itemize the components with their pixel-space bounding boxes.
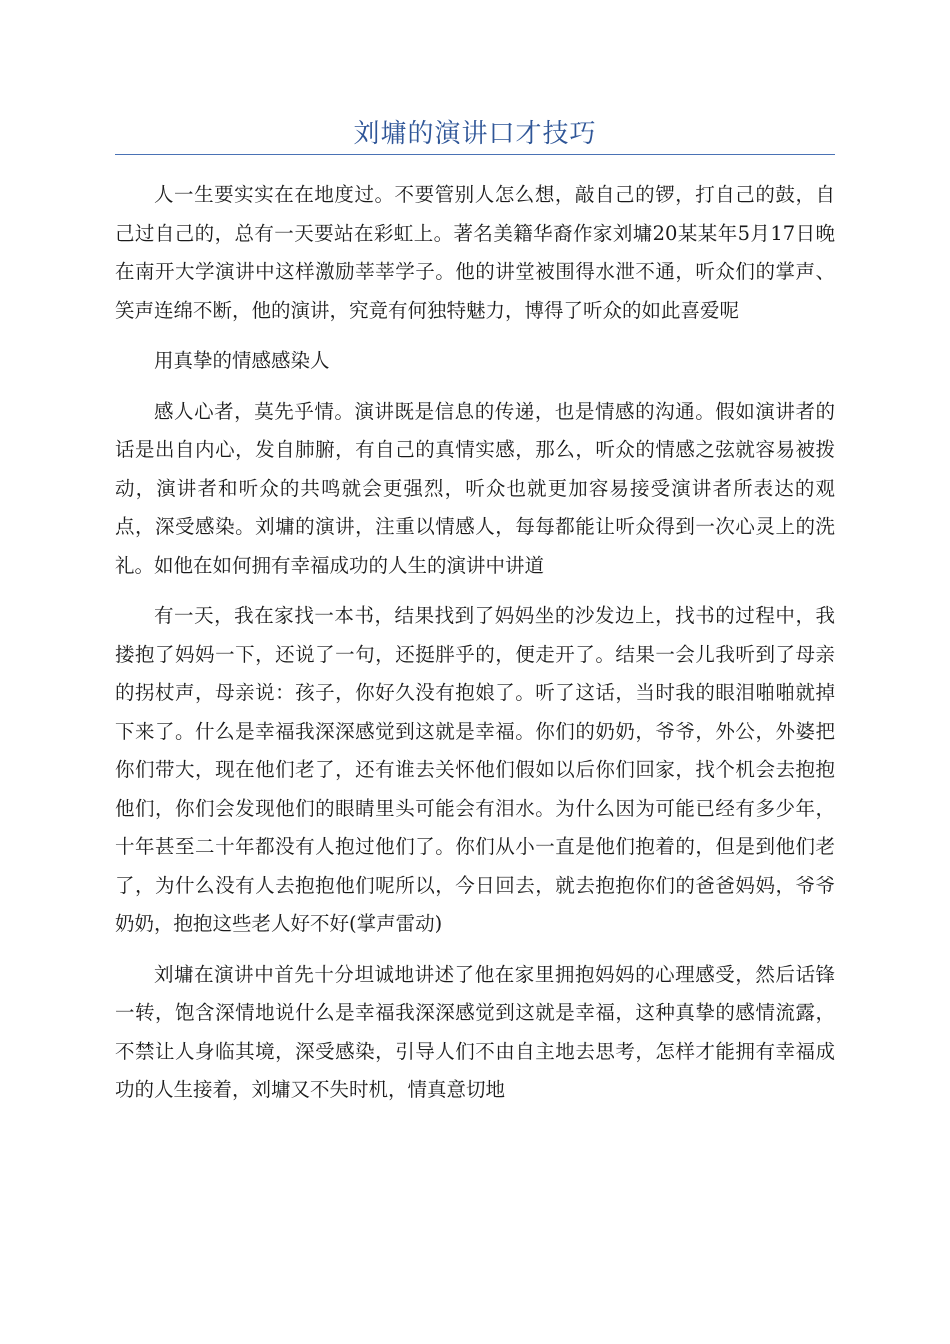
section-heading: 用真挚的情感感染人: [154, 349, 330, 372]
paragraph-intro: 人一生要实实在在地度过。不要管别人怎么想，敲自己的锣，打自己的鼓，自己过自己的，总有一天要站在彩虹上。著名美籍华裔作家刘墉20某某年5月17日晚在南开大学演讲中这样激励莘莘学子。他的讲堂被围得水泄不通，听众们的掌声、笑声连绵不断，他的演讲，究竟有何独特魅力，博得了听众的如此喜爱呢: [115, 183, 835, 322]
document-title: 刘墉的演讲口才技巧: [353, 119, 597, 149]
paragraph-emotion: 感人心者，莫先乎情。演讲既是信息的传递，也是情感的沟通。假如演讲者的话是出自内心，发自肺腑，有自己的真情实感，那么，听众的情感之弦就容易被拨动，演讲者和听众的共鸣就会更强烈，听众也就更加容易接受演讲者所表达的观点，深受感染。刘墉的演讲，注重以情感人，每每都能让听众得到一次心灵上的洗礼。如他在如何拥有幸福成功的人生的演讲中讲道: [115, 399, 835, 577]
title-underline: [115, 154, 835, 155]
paragraph-story: 有一天，我在家找一本书，结果找到了妈妈坐的沙发边上，找书的过程中，我搂抱了妈妈一下，还说了一句，还挺胖乎的，便走开了。结果一会儿我听到了母亲的拐杖声，母亲说：孩子，你好久没有抱娘了。听了这话，当时我的眼泪啪啪就掉下来了。什么是幸福我深深感觉到这就是幸福。你们的奶奶，爷爷，外公，外婆把你们带大，现在他们老了，还有谁去关怀他们假如以后你们回家，找个机会去抱抱他们，你们会发现他们的眼睛里头可能会有泪水。为什么因为可能已经有多少年，十年甚至二十年都没有人抱过他们了。你们从小一直是他们抱着的，但是到他们老了，为什么没有人去抱抱他们呢所以，今日回去，就去抱抱你们的爸爸妈妈，爷爷奶奶，抱抱这些老人好不好(掌声雷动): [115, 604, 835, 935]
paragraph-analysis: 刘墉在演讲中首先十分坦诚地讲述了他在家里拥抱妈妈的心理感受，然后话锋一转，饱含深情地说什么是幸福我深深感觉到这就是幸福，这种真挚的感情流露，不禁让人身临其境，深受感染，引导人们不由自主地去思考，怎样才能拥有幸福成功的人生接着，刘墉又不失时机，情真意切地: [115, 962, 835, 1101]
document-body: [115, 176, 835, 1122]
